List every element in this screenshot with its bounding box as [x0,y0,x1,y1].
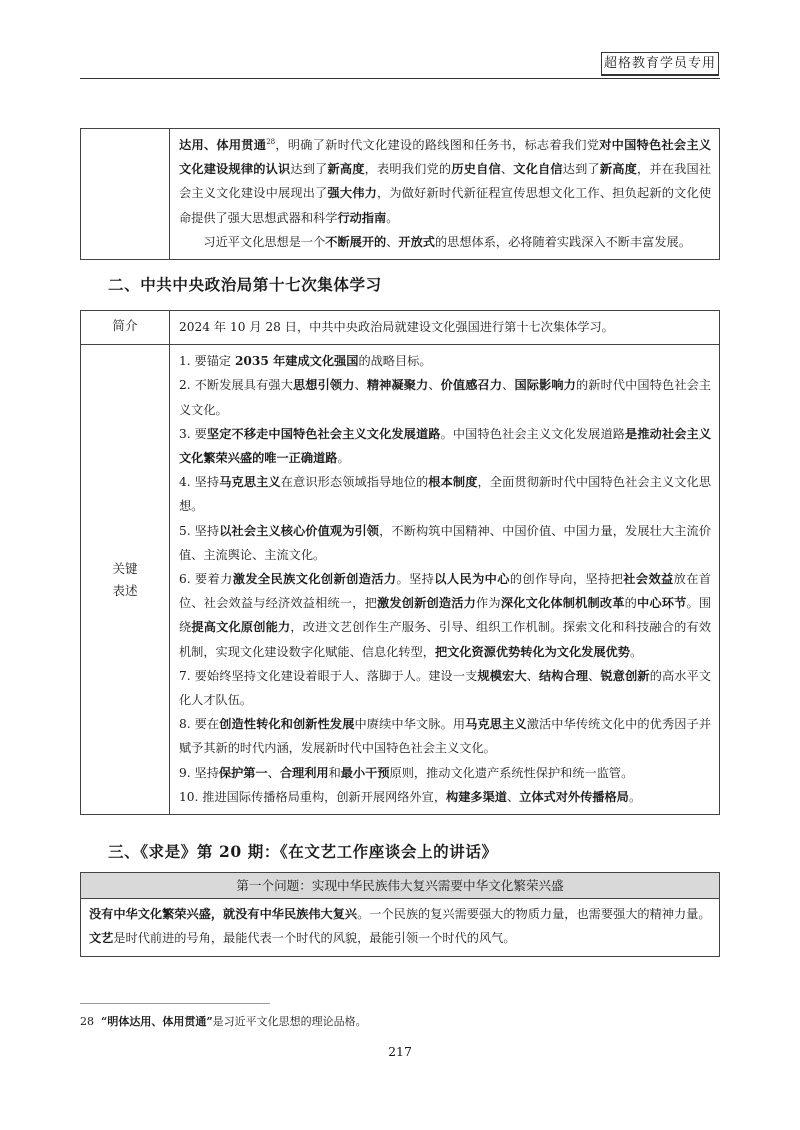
section-3-box [80,872,720,957]
body-text: ，表明我们党的 [364,162,452,177]
body-text: 。中国特色社会主义文化发展道路 [440,426,626,441]
emphasis-text: 以人民为中心 [434,572,510,587]
body-text: 、 [502,378,515,393]
body-text: 。坚持 [396,572,435,587]
body-text: ，明确了新时代文化建设的路线图和任务书，标志着我们党 [275,138,600,152]
body-text: 9. 坚持 [179,765,219,780]
emphasis-text: 没有中华文化繁荣兴盛，就没有中华民族伟大复兴 [89,907,358,921]
key-point-4 [179,470,711,518]
emphasis-text: 精神凝聚力 [366,378,429,393]
body-text: 。围绕 [179,596,712,635]
key-point-7 [179,664,711,712]
emphasis-text: 思想引领力 [293,378,355,393]
emphasis-text: 2035 年建成文化强国 [234,354,359,369]
emphasis-text: 马克思主义 [465,717,527,732]
body-text: 3. 要 [179,426,207,441]
body-text: 。 [337,451,350,466]
body-text: 7. 要始终坚持文化建设着眼于人、落脚于人。建设一支 [179,668,478,683]
emphasis-text: 达用、体用贯通 [179,138,267,152]
body-text: 、 [526,668,539,683]
box-title: 第一个问题：实现中华民族伟大复兴需要中华文化繁荣兴盛 [81,873,719,899]
page-number: 217 [388,1044,412,1059]
body-text: 的创作导向，坚持把 [509,572,624,587]
emphasis-text: 国际影响力 [514,378,576,393]
body-text: 放在首位、社会效益与经济效益相统一，把 [179,572,712,611]
body-text: 、 [500,162,514,177]
emphasis-text: 价值感召力 [440,378,503,393]
continued-table [80,128,720,260]
body-text: ，并在我国社会主义文化建设中展现出了 [179,162,712,201]
footnote-bold-text: “明体达用、体用贯通” [101,1015,213,1028]
body-text: 和 [328,765,341,780]
emphasis-text: 社会效益 [623,572,674,587]
key-statements-cell [170,345,720,815]
intro-label: 简介 [81,311,170,345]
body-text: ，全面贯彻新时代中国特色社会主义文化思想。 [179,475,712,514]
emphasis-text: 提高文化原创能力 [191,620,291,635]
body-text: 。 [629,644,643,659]
body-text: 、 [267,765,280,780]
body-text: 2. 不断发展具有强大 [179,378,293,393]
emphasis-text: 对中国特色社会主义文化建设规律的认识 [179,138,712,177]
body-text: 4. 坚持 [179,475,220,490]
emphasis-text: 坚定不移走中国特色社会主义文化发展道路 [206,426,441,441]
box-paragraph-1 [89,902,711,926]
body-text: 。一个民族的复兴需要强大的物质力量，也需要强大的精神力量。 [357,907,711,921]
section-2-heading: 二、中共中央政治局第十七次集体学习 [108,275,382,294]
key-point-6 [179,567,711,664]
body-text: 1. 要锚定 [179,354,235,369]
emphasis-text: 结构合理 [538,668,589,683]
emphasis-text: 构建多渠道 [446,789,507,804]
emphasis-text: 深化文化体制机制改革 [500,596,625,611]
key-point-3 [179,422,711,470]
key-point-9 [179,761,711,785]
emphasis-text: 创造性转化和创新性发展 [219,717,355,732]
body-text: 习近平文化思想是一个 [203,234,326,249]
body-text: 5. 坚持 [179,523,220,538]
footnote [80,1014,367,1030]
body-text: 达到了 [290,162,328,177]
footnote-ref: 28 [266,137,276,146]
continued-content-cell [170,129,720,260]
emphasis-text: 历史自信 [451,162,501,177]
body-text: 、 [428,378,441,393]
emphasis-text: 文化自信 [513,162,563,177]
body-text: ，改进文艺创作生产服务、引导、组织工作机制。探索文化和科技融合的有效机制，实现文化建设数字化赋能、信息化转型， [179,620,712,659]
footnote-rest-text: 是习近平文化思想的理论品格。 [212,1015,367,1028]
body-text: 、 [588,668,601,683]
emphasis-text: 锐意创新 [600,668,650,683]
body-text: 6. 要着力 [179,572,233,587]
body-text: 中赓续中华文脉。用 [354,717,466,732]
emphasis-text: 马克思主义 [219,475,281,490]
emphasis-text: 立体式对外传播格局 [519,789,629,804]
emphasis-text: 不断展开的 [325,234,387,249]
key-point-5 [179,519,711,567]
body-text: 、 [506,789,520,804]
box-paragraph-2 [89,926,711,950]
body-text: 的 [624,596,637,611]
key-point-10 [179,785,711,809]
key-label-line-1: 关键 [112,560,138,576]
key-label-line-2: 表述 [112,582,138,598]
emphasis-text: 激发全民族文化创新创造活力 [232,572,397,587]
emphasis-text: 合理利用 [279,765,329,780]
body-text: 10. 推进国际传播格局重构，创新开展网络外宣， [179,789,447,804]
emphasis-text: 保护第一 [218,765,268,780]
body-text: 的思想体系，必将随着实践深入不断丰富发展。 [434,234,691,249]
body-text: 原则，推动文化遗产系统性保护和统一监管。 [389,765,634,780]
emphasis-text: 文艺 [89,931,114,946]
key-point-8 [179,712,711,760]
page-header-tag: 超格教育学员专用 [601,52,719,76]
emphasis-text: 以社会主义核心价值观为引领 [219,523,380,538]
emphasis-text: 新高度 [599,162,638,177]
footnote-rule [80,1003,270,1004]
body-text: 作为 [476,596,501,611]
body-text: 。 [628,789,642,804]
emphasis-text: 开放式 [398,234,435,249]
body-text: 、 [354,378,367,393]
emphasis-text: 中心环节 [636,596,687,611]
continued-paragraph-2 [179,230,711,254]
body-text: 在意识形态领域指导地位的 [280,475,429,490]
emphasis-text: 强大伟力 [327,186,378,201]
continued-paragraph-1 [179,133,711,230]
emphasis-text: 最小干预 [340,765,390,780]
key-point-2 [179,373,711,421]
body-text: 的战略目标。 [358,354,432,369]
emphasis-text: 新高度 [327,162,365,177]
emphasis-text: 行动指南 [337,210,387,225]
intro-text: 2024 年 10 月 28 日，中共中央政治局就建设文化强国进行第十七次集体学习。 [179,320,614,334]
body-text: 是时代前进的号角，最能代表一个时代的风貌，最能引领一个时代的风气。 [113,931,516,946]
box-body [81,899,719,956]
header-rule [80,78,720,79]
body-text: ，不断构筑中国精神、中国价值、中国力量，发展壮大主流价值、主流舆论、主流文化。 [179,523,712,562]
emphasis-text: 激发创新创造活力 [377,596,477,611]
body-text: 的新时代中国特色社会主义文化。 [179,378,712,417]
body-text: 、 [386,234,399,249]
body-text: 达到了 [562,162,600,177]
key-statements-label [81,345,170,815]
intro-content-cell [170,311,720,345]
section-2-table [80,310,720,815]
section-3-heading: 三、《求是》第 20 期：《在文艺工作座谈会上的讲话》 [108,842,498,861]
emphasis-text: 把文化资源优势转化为文化发展优势 [434,644,630,659]
key-points-list [170,345,719,814]
body-text: 的高水平文化人才队伍。 [179,668,712,708]
emphasis-text: 是推动社会主义文化繁荣兴盛的唯一正确道路 [179,426,712,466]
body-text: 8. 要在 [179,717,220,732]
emphasis-text: 规模宏大 [477,668,527,683]
key-point-1 [179,349,711,373]
continued-label-cell [81,129,170,260]
body-text: 。 [386,210,399,225]
body-text: ，为做好新时代新征程宣传思想文化工作、担负起新的文化使命提供了强大思想武器和科学 [179,186,712,225]
emphasis-text: 根本制度 [428,475,478,490]
body-text: 激活中华传统文化中的优秀因子并赋予其新的时代内涵，发展新时代中国特色社会主义文化。 [179,717,712,756]
footnote-number: 28 [80,1015,94,1028]
